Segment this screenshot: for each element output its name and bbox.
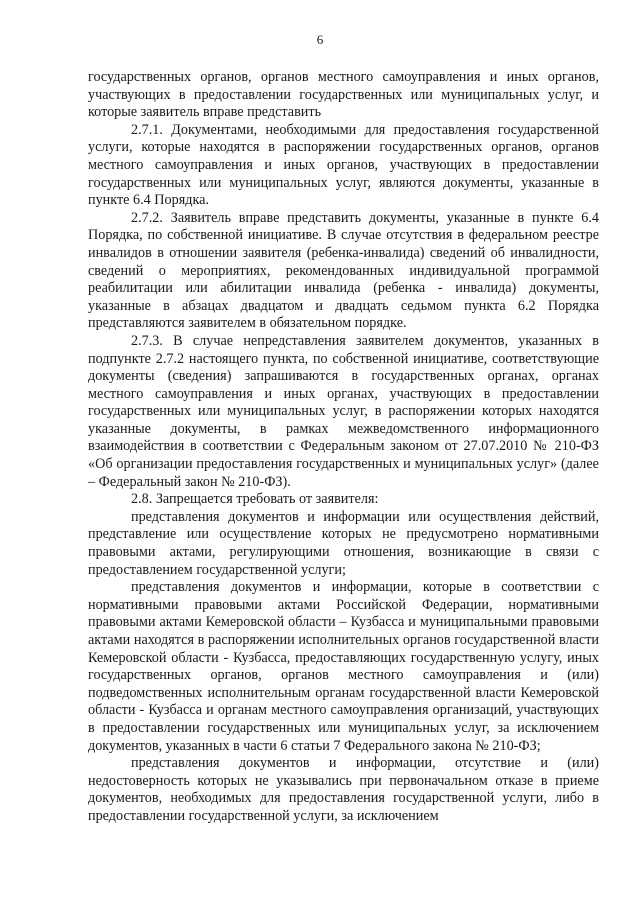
- paragraph-2-7-1: 2.7.1. Документами, необходимыми для предоставления государственной услуги, которые находятся в распоряжении государственных органов, органов местного самоуправления и иных органов, участвующих в предоставлении государственных или муниципальных услуг, являются документы, указанные в пункте 6.4 Порядка.: [88, 121, 599, 209]
- paragraph-2-8-item-3: представления документов и информации, отсутствие и (или) недостоверность которых не указывались при первоначальном отказе в приеме документов, необходимых для предоставления государственной услуги, либо в предоставлении государственной услуги, за исключением: [88, 755, 599, 824]
- page-number: 6: [316, 32, 324, 47]
- paragraph-2-8: 2.8. Запрещается требовать от заявителя:: [131, 491, 379, 508]
- paragraph-2-8-item-1: представления документов и информации или осуществления действий, представление или осуществление которых не предусмотрено нормативными правовыми актами, регулирующими отношения, возникающие в связи с предоставлением государственной услуги;: [88, 508, 599, 578]
- paragraph-2-7-3: 2.7.3. В случае непредставления заявителем документов, указанных в подпункте 2.7.2 настоящего пункта, по собственной инициативе, соответствующие документы (сведения) запрашиваются в государственных органах, органах местного самоуправления и иных органах, участвующих в предоставлении государственных или муниципальных услуг, в распоряжении которых находятся указанные документы, в рамках межведомственного информационного взаимодействия в соответствии с Федеральным законом от 27.07.2010 № 210-ФЗ «Об организации предоставления государственных и муниципальных услуг» (далее – Федеральный закон № 210-ФЗ).: [88, 332, 599, 490]
- paragraph-continuation: государственных органов, органов местного самоуправления и иных органов, участвующих в предоставлении государственных или муниципальных услуг, и которые заявитель вправе представить: [88, 69, 599, 121]
- paragraph-2-8-item-2: представления документов и информации, которые в соответствии с нормативными правовыми актами Российской Федерации, нормативными правовыми актами Кемеровской области – Кузбасса и муниципальными правовыми актами находятся в распоряжении исполнительных органов государственной власти Кемеровской области - Кузбасса, предоставляющих государственную услугу, иных государственных органов, органов местного самоуправления и (или) подведомственных исполнительным органам государственной власти Кемеровской области - Кузбасса и органам местного самоуправления организаций, участвующих в предоставлении государственных или муниципальных услуг, за исключением документов, указанных в части 6 статьи 7 Федерального закона № 210-ФЗ;: [88, 579, 599, 754]
- paragraph-2-7-2: 2.7.2. Заявитель вправе представить документы, указанные в пункте 6.4 Порядка, по собственной инициативе. В случае отсутствия в федеральном реестре инвалидов в отношении заявителя (ребенка-инвалида) сведений об инвалидности, сведений о мероприятиях, рекомендованных индивидуальной программой реабилитации или абилитации инвалида (ребенка - инвалида) документы, указанные в абзацах двадцатом и двадцать седьмом пункта 6.2 Порядка представляются заявителем в обязательном порядке.: [88, 209, 599, 332]
- document-body: [88, 69, 599, 826]
